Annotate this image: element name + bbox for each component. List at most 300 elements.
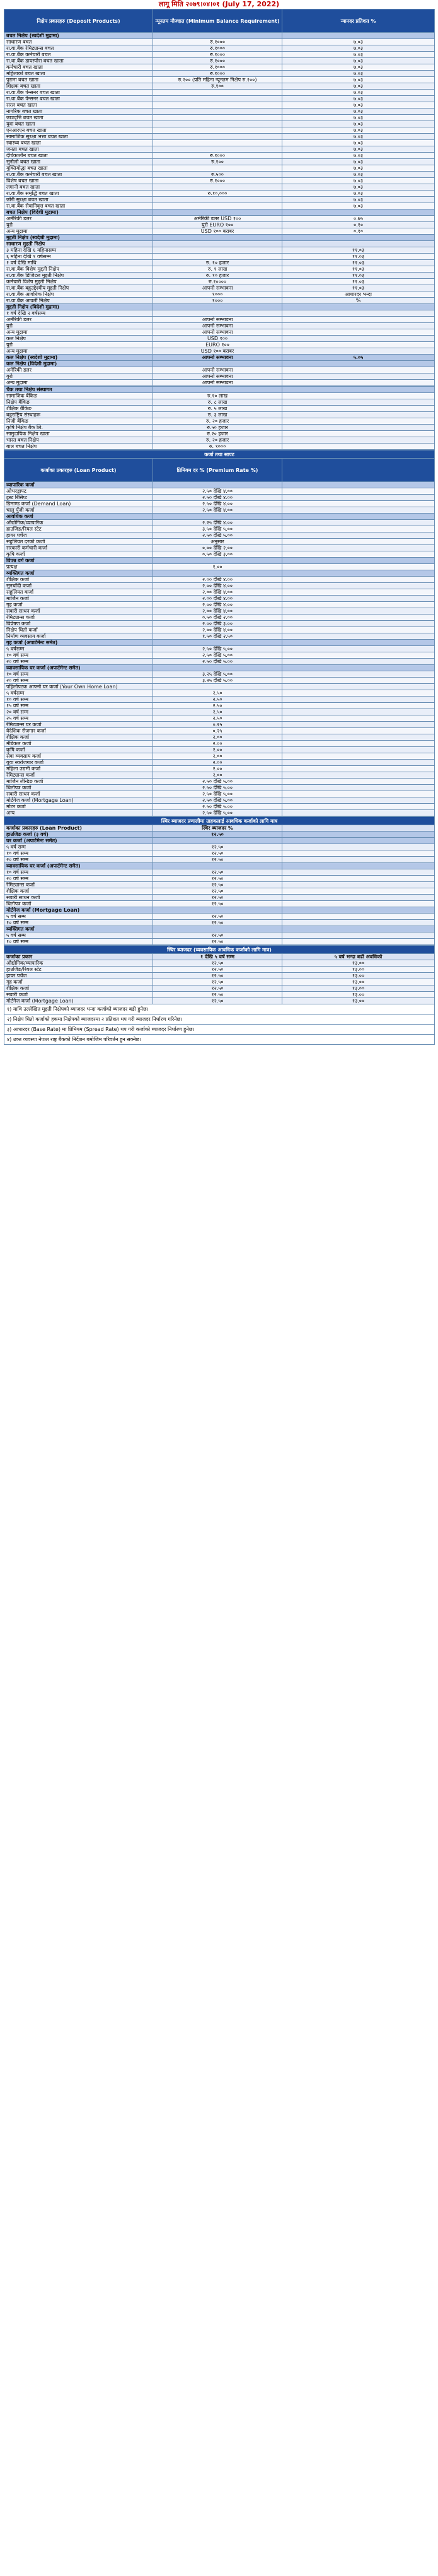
row-value: २.५० देखि ५.०० bbox=[153, 797, 282, 804]
row-rate: १३.०० bbox=[282, 979, 435, 985]
row-label: व्यावसायिक घर कर्जा (अपार्टमेन्ट समेत) bbox=[4, 863, 153, 869]
table-row bbox=[4, 159, 435, 165]
table-row bbox=[4, 621, 435, 627]
fixed-table-header bbox=[4, 825, 435, 832]
row-rate: ७.०३ bbox=[282, 165, 435, 172]
row-label: अमेरिकी डलर bbox=[4, 216, 153, 222]
row-value: २.०० देखि ४.०० bbox=[153, 596, 282, 602]
row-rate: ७.०३ bbox=[282, 134, 435, 140]
row-label: सहुलियत कर्जा bbox=[4, 589, 153, 596]
row-label: मेडिकल कर्जा bbox=[4, 741, 153, 747]
table-row bbox=[4, 134, 435, 140]
table-row bbox=[4, 785, 435, 791]
row-value bbox=[153, 684, 282, 690]
row-value: रु.१० लाख bbox=[153, 393, 282, 399]
section-row bbox=[4, 558, 435, 564]
table-row bbox=[4, 254, 435, 260]
row-value: २.५० देखि ५.०० bbox=[153, 646, 282, 652]
deposit-col-products: निक्षेप प्रकारहरु (Deposit Products) bbox=[4, 9, 153, 33]
row-rate: ०.१० bbox=[282, 228, 435, 235]
row-label: १० वर्ष सम्म bbox=[4, 697, 153, 703]
row-value: रु. १० हजार bbox=[153, 260, 282, 266]
table-row bbox=[4, 715, 435, 722]
row-rate: ७.०३ bbox=[282, 146, 435, 153]
row-value: ३.५० देखि ५.०० bbox=[153, 526, 282, 532]
row-value: २.०० bbox=[153, 741, 282, 747]
row-label: ५ वर्ष सम्म bbox=[4, 914, 153, 920]
table-row bbox=[4, 266, 435, 273]
row-label: बचत निक्षेप (स्वदेशी मुद्रामा) bbox=[4, 33, 153, 39]
table-row bbox=[4, 260, 435, 266]
rate-sheet bbox=[0, 0, 438, 1045]
note-row bbox=[4, 1025, 435, 1035]
row-rate bbox=[282, 715, 435, 722]
section-row bbox=[4, 665, 435, 671]
row-rate: ११.०३ bbox=[282, 260, 435, 266]
table-row bbox=[4, 336, 435, 342]
row-rate bbox=[282, 577, 435, 583]
row-rate: ७.०३ bbox=[282, 64, 435, 71]
row-label: हाउजिङ/रियल स्टेट bbox=[4, 967, 153, 973]
table-row bbox=[4, 608, 435, 615]
table-row bbox=[4, 551, 435, 558]
row-rate bbox=[282, 621, 435, 627]
row-label: पहिलोपटक आफ्नो घर कर्जा (Your Own Home Loan) bbox=[4, 684, 153, 690]
row-label: सवारी कर्जा bbox=[4, 992, 153, 998]
section-row bbox=[4, 235, 435, 241]
row-value bbox=[153, 570, 282, 577]
row-label: कल निक्षेप (विदेशी मुद्रामा) bbox=[4, 361, 153, 367]
row-value: रु.१००० bbox=[153, 178, 282, 184]
table-row bbox=[4, 960, 435, 967]
row-rate: ११.०३ bbox=[282, 285, 435, 291]
table-row bbox=[4, 914, 435, 920]
row-rate bbox=[282, 652, 435, 659]
row-value bbox=[153, 310, 282, 317]
section-row bbox=[4, 387, 435, 393]
row-label: सेवा व्यवसाय कर्जा bbox=[4, 753, 153, 760]
row-value: २.०० देखि ४.०० bbox=[153, 589, 282, 596]
row-rate bbox=[282, 418, 435, 425]
row-value: USD १०० bbox=[153, 336, 282, 342]
row-value: १००० bbox=[153, 291, 282, 298]
row-value: २.५० bbox=[153, 690, 282, 697]
row-value: १२.५० bbox=[153, 985, 282, 992]
row-value: ०.२५ bbox=[153, 722, 282, 728]
row-rate: ११.०३ bbox=[282, 247, 435, 254]
row-label: रा.वा.बैंक कर्मचारी बचत bbox=[4, 52, 153, 58]
row-rate bbox=[282, 317, 435, 323]
row-rate bbox=[282, 507, 435, 514]
table-row bbox=[4, 791, 435, 797]
row-rate: ७.०३ bbox=[282, 52, 435, 58]
row-rate bbox=[282, 209, 435, 216]
row-rate: ११.०३ bbox=[282, 273, 435, 279]
row-label: ५ वर्षसम्म bbox=[4, 646, 153, 652]
row-value: २.५० देखि ४.०० bbox=[153, 495, 282, 501]
row-value: २.०० bbox=[153, 734, 282, 741]
deposit-col-rate: न्यानदर प्रतिशत % bbox=[282, 9, 435, 33]
row-label: शैक्षिक कर्जा bbox=[4, 888, 153, 895]
row-rate: ०.७५ bbox=[282, 216, 435, 222]
row-label: मुक्तियोद्धा बचत खाता bbox=[4, 165, 153, 172]
table-row bbox=[4, 939, 435, 945]
row-rate bbox=[282, 564, 435, 570]
loan-col-premium: प्रिमियम दर % (Premium Rate %) bbox=[153, 459, 282, 482]
row-label: एनआरएन बचत खाता bbox=[4, 127, 153, 134]
table-row bbox=[4, 228, 435, 235]
fixed-table-body bbox=[4, 832, 435, 945]
row-label: सामुदायिक निक्षेप खाता bbox=[4, 431, 153, 437]
table-row bbox=[4, 90, 435, 96]
row-label: गृह कर्जा bbox=[4, 979, 153, 985]
row-value bbox=[153, 514, 282, 520]
row-rate bbox=[282, 235, 435, 241]
row-rate: ११.०३ bbox=[282, 279, 435, 285]
row-value: २.०० देखि ४.०० bbox=[153, 602, 282, 608]
row-rate bbox=[282, 589, 435, 596]
row-value: १२.५० bbox=[153, 960, 282, 967]
row-rate bbox=[282, 741, 435, 747]
row-label: रा.वा.बैंक पेन्सनर बचत खाता bbox=[4, 90, 153, 96]
fixed2-col-long: ५ वर्ष भन्दा बढी अवधिको bbox=[282, 954, 435, 960]
row-value bbox=[153, 33, 282, 39]
fixed-col-rate: स्थिर ब्याजदर % bbox=[153, 825, 282, 832]
row-value: २.५० देखि ४.०० bbox=[153, 501, 282, 507]
row-rate bbox=[282, 33, 435, 39]
row-rate bbox=[282, 914, 435, 920]
row-rate: ७.०३ bbox=[282, 191, 435, 197]
row-label: सवारी साधन कर्जा bbox=[4, 608, 153, 615]
fixed2-divider bbox=[4, 946, 435, 954]
table-row bbox=[4, 291, 435, 298]
table-row bbox=[4, 545, 435, 551]
row-label: कल निक्षेप (स्वदेशी मुद्रामा) bbox=[4, 355, 153, 361]
row-value bbox=[153, 102, 282, 109]
row-label: १० वर्ष सम्म bbox=[4, 920, 153, 926]
row-rate: ७.०३ bbox=[282, 153, 435, 159]
row-label: १० वर्ष सम्म bbox=[4, 869, 153, 876]
row-value: २.५० देखि ५.०० bbox=[153, 659, 282, 665]
row-label: रा.वा.बैंक बहुउद्देश्यीय मुद्दती निक्षेप bbox=[4, 285, 153, 291]
row-value: ३.२५ देखि ५.०० bbox=[153, 678, 282, 684]
row-label: धितोपत्र कर्जा bbox=[4, 901, 153, 907]
row-label: रा.वा.बैंक समृद्धि बचत खाता bbox=[4, 191, 153, 197]
row-label: ५ वर्ष सम्म bbox=[4, 844, 153, 850]
table-row bbox=[4, 393, 435, 399]
table-row bbox=[4, 222, 435, 228]
row-rate bbox=[282, 532, 435, 539]
row-rate bbox=[282, 304, 435, 310]
row-rate: ७.०३ bbox=[282, 39, 435, 45]
row-rate bbox=[282, 760, 435, 766]
row-value: २.२५ देखि ४.०० bbox=[153, 520, 282, 526]
row-value: रु. १००० bbox=[153, 444, 282, 450]
table-row bbox=[4, 298, 435, 304]
row-rate bbox=[282, 348, 435, 355]
row-label: निक्षेप धितो कर्जा bbox=[4, 627, 153, 633]
deposit-table-body bbox=[4, 33, 435, 386]
row-rate bbox=[282, 640, 435, 646]
table-row bbox=[4, 932, 435, 939]
row-value: २.०० देखि ४.०० bbox=[153, 583, 282, 589]
row-value bbox=[153, 482, 282, 488]
row-value: १२.५० bbox=[153, 939, 282, 945]
row-value: रु.२० हजार bbox=[153, 431, 282, 437]
row-rate bbox=[282, 495, 435, 501]
row-value: ०.२५ bbox=[153, 728, 282, 734]
table-row bbox=[4, 184, 435, 191]
loan-divider-label: कर्जा तथा सापट bbox=[4, 450, 435, 459]
table-row bbox=[4, 671, 435, 678]
row-value: आफ्नो सम्भावना bbox=[153, 285, 282, 291]
row-rate: ७.०३ bbox=[282, 121, 435, 127]
section-row bbox=[4, 832, 435, 838]
row-rate bbox=[282, 551, 435, 558]
row-value: २.५० देखि ४.०० bbox=[153, 488, 282, 495]
row-label: अमेरिकी डलर bbox=[4, 367, 153, 373]
row-value bbox=[153, 665, 282, 671]
row-label: स्वास्थ्य बचत खाता bbox=[4, 140, 153, 146]
row-label: मार्जिन लेन्डिङ कर्जा bbox=[4, 779, 153, 785]
row-label: साधारण बचत bbox=[4, 39, 153, 45]
deposit-table bbox=[4, 9, 435, 386]
table-row bbox=[4, 279, 435, 285]
row-value: रु. ५ लाख bbox=[153, 406, 282, 412]
row-label: मुद्दती निक्षेप (स्वदेशी मुद्रामा) bbox=[4, 235, 153, 241]
section-row bbox=[4, 514, 435, 520]
row-value bbox=[153, 558, 282, 564]
row-value: १२.५० bbox=[153, 850, 282, 857]
row-rate bbox=[282, 876, 435, 882]
table-row bbox=[4, 348, 435, 355]
row-rate bbox=[282, 501, 435, 507]
institutional-table bbox=[4, 386, 435, 450]
table-row bbox=[4, 722, 435, 728]
row-rate: १३.०० bbox=[282, 992, 435, 998]
row-rate bbox=[282, 697, 435, 703]
row-rate bbox=[282, 633, 435, 640]
row-label: धितोपत्र कर्जा bbox=[4, 785, 153, 791]
row-label: विशेष बचत खाता bbox=[4, 178, 153, 184]
row-label: महिलाको बचत खाता bbox=[4, 71, 153, 77]
row-rate bbox=[282, 373, 435, 380]
table-row bbox=[4, 329, 435, 336]
row-label: शैक्षिक बैंकिङ bbox=[4, 406, 153, 412]
row-label: साधारण मुद्दती निक्षेप bbox=[4, 241, 153, 247]
row-rate: ७.०३ bbox=[282, 58, 435, 64]
row-value bbox=[153, 361, 282, 367]
row-value: १२.५० bbox=[153, 998, 282, 1004]
table-row bbox=[4, 273, 435, 279]
row-rate bbox=[282, 678, 435, 684]
row-label: रेमिट्यान्स कर्जा bbox=[4, 772, 153, 779]
table-row bbox=[4, 418, 435, 425]
row-rate: १३.०० bbox=[282, 998, 435, 1004]
table-row bbox=[4, 495, 435, 501]
section-row bbox=[4, 355, 435, 361]
row-label: ५ वर्षसम्म bbox=[4, 690, 153, 697]
row-value: २.५० देखि ५.०० bbox=[153, 652, 282, 659]
row-rate bbox=[282, 863, 435, 869]
table-row bbox=[4, 753, 435, 760]
row-rate bbox=[282, 804, 435, 810]
row-rate bbox=[282, 920, 435, 926]
row-label: आवधिक कर्जा bbox=[4, 514, 153, 520]
row-label: १० वर्ष सम्म bbox=[4, 652, 153, 659]
row-value: २.५० देखि ५.०० bbox=[153, 532, 282, 539]
row-value: रु.१००० bbox=[153, 45, 282, 52]
row-label: सवारी साधन कर्जा bbox=[4, 895, 153, 901]
row-value: ३.२५ देखि ५.०० bbox=[153, 671, 282, 678]
table-row bbox=[4, 888, 435, 895]
row-value: अमेरिकी डलर USD १०० bbox=[153, 216, 282, 222]
row-rate bbox=[282, 393, 435, 399]
row-label: ट्रस्ट रिसिप्ट bbox=[4, 495, 153, 501]
fixed2-col-short: १ देखि ५ वर्ष सम्म bbox=[153, 954, 282, 960]
row-label: औद्योगिक/व्यापारिक bbox=[4, 960, 153, 967]
row-rate bbox=[282, 665, 435, 671]
table-row bbox=[4, 317, 435, 323]
row-rate bbox=[282, 791, 435, 797]
row-label: रा.वा.बैंक विशेष मुद्दती निक्षेप bbox=[4, 266, 153, 273]
row-rate: ५.०५ bbox=[282, 355, 435, 361]
section-row bbox=[4, 863, 435, 869]
row-rate bbox=[282, 888, 435, 895]
row-value: रु. १० हजार bbox=[153, 273, 282, 279]
row-value: १२.५० bbox=[153, 967, 282, 973]
row-label: अन्य मुद्रामा bbox=[4, 329, 153, 336]
section-row bbox=[4, 241, 435, 247]
table-row bbox=[4, 844, 435, 850]
table-row bbox=[4, 589, 435, 596]
row-label: युरो bbox=[4, 323, 153, 329]
table-row bbox=[4, 979, 435, 985]
table-row bbox=[4, 247, 435, 254]
fixed-rate-business-table bbox=[4, 945, 435, 1045]
row-label: सामाजिक बैंकिङ bbox=[4, 393, 153, 399]
section-row bbox=[4, 640, 435, 646]
row-value: आफ्नो सम्भावना bbox=[153, 355, 282, 361]
row-value: रु.१००० bbox=[153, 39, 282, 45]
table-row bbox=[4, 741, 435, 747]
table-row bbox=[4, 109, 435, 115]
row-value bbox=[153, 121, 282, 127]
row-label: २० वर्ष सम्म bbox=[4, 857, 153, 863]
row-value: आफ्नो सम्भावना bbox=[153, 329, 282, 336]
table-row bbox=[4, 633, 435, 640]
row-rate bbox=[282, 558, 435, 564]
row-value: आफ्नो सम्भावना bbox=[153, 380, 282, 386]
row-rate: ७.०३ bbox=[282, 83, 435, 90]
note-text: १) माथि उल्लेखित मुद्दती निक्षेपको ब्याजदर भन्दा कर्जाको ब्याजदर बढी हुनेछ। bbox=[4, 1004, 435, 1015]
row-label: बाल बचत निक्षेप bbox=[4, 444, 153, 450]
row-rate bbox=[282, 444, 435, 450]
table-row bbox=[4, 197, 435, 203]
row-value bbox=[153, 241, 282, 247]
row-value bbox=[153, 184, 282, 191]
row-label: हायर पर्चेज bbox=[4, 532, 153, 539]
row-label: सहुलियत दरको कर्जा bbox=[4, 539, 153, 545]
row-rate bbox=[282, 832, 435, 838]
table-row bbox=[4, 52, 435, 58]
table-row bbox=[4, 488, 435, 495]
row-label: सामाजिक सुरक्षा भत्ता बचत खाता bbox=[4, 134, 153, 140]
row-value: रु.१०० bbox=[153, 83, 282, 90]
row-rate: ७.०३ bbox=[282, 115, 435, 121]
table-row bbox=[4, 760, 435, 766]
row-value bbox=[153, 304, 282, 310]
row-value: २.५० देखि ५.०० bbox=[153, 785, 282, 791]
row-value: रु.१००० bbox=[153, 64, 282, 71]
institutional-table-body bbox=[4, 387, 435, 450]
row-value: २.०० bbox=[153, 766, 282, 772]
table-row bbox=[4, 539, 435, 545]
row-rate bbox=[282, 437, 435, 444]
row-label: गृह कर्जा (अपार्टमेन्ट समेत) bbox=[4, 640, 153, 646]
row-rate bbox=[282, 329, 435, 336]
row-value: २.५० देखि ५.०० bbox=[153, 810, 282, 816]
row-rate bbox=[282, 526, 435, 532]
row-rate bbox=[282, 367, 435, 373]
row-label: रा.वा.बैंक पेन्सनर बचत खाता bbox=[4, 96, 153, 102]
table-row bbox=[4, 728, 435, 734]
row-label: हाउजिङ कर्जा (३ वर्ष) bbox=[4, 832, 153, 838]
fixed-divider bbox=[4, 817, 435, 825]
row-value bbox=[153, 926, 282, 932]
table-row bbox=[4, 810, 435, 816]
fixed2-divider-label: स्थिर ब्याजदर (व्यवसायिक आवधिक कर्जाको लागि मात्र) bbox=[4, 946, 435, 954]
row-rate bbox=[282, 380, 435, 386]
effective-date-title: लागू मिति २०७९।०४।०१ (July 17, 2022) bbox=[158, 0, 280, 8]
row-value: आफ्नो सम्भावना bbox=[153, 373, 282, 380]
loan-table-header bbox=[4, 459, 435, 482]
row-rate bbox=[282, 690, 435, 697]
row-value: रु.५०० bbox=[153, 172, 282, 178]
row-rate: ७.०३ bbox=[282, 178, 435, 184]
table-row bbox=[4, 967, 435, 973]
row-rate bbox=[282, 779, 435, 785]
row-rate bbox=[282, 387, 435, 393]
row-rate bbox=[282, 850, 435, 857]
row-label: रा.वा.बैंक डिजिटल मुद्दती निक्षेप bbox=[4, 273, 153, 279]
row-rate bbox=[282, 869, 435, 876]
deposit-col-min-balance: न्यूनतम मौज्दात (Minimum Balance Requirement) bbox=[153, 9, 282, 33]
table-row bbox=[4, 920, 435, 926]
row-label: व्यावसायिक घर कर्जा (अपार्टमेन्ट समेत) bbox=[4, 665, 153, 671]
row-label: २५ वर्ष सम्म bbox=[4, 715, 153, 722]
table-row bbox=[4, 684, 435, 690]
row-value: २.५० bbox=[153, 703, 282, 709]
row-value: १२.५० bbox=[153, 876, 282, 882]
row-rate: १३.०० bbox=[282, 973, 435, 979]
row-rate bbox=[282, 488, 435, 495]
row-value: १२.५० bbox=[153, 920, 282, 926]
section-row bbox=[4, 304, 435, 310]
row-rate bbox=[282, 596, 435, 602]
row-rate: ७.०३ bbox=[282, 184, 435, 191]
row-rate bbox=[282, 722, 435, 728]
row-rate bbox=[282, 703, 435, 709]
fixed2-col-products: कर्जाका प्रकार bbox=[4, 954, 153, 960]
loan-divider bbox=[4, 450, 435, 459]
row-value: १००० bbox=[153, 298, 282, 304]
table-row bbox=[4, 96, 435, 102]
table-row bbox=[4, 678, 435, 684]
row-label: अन्य मुद्रामा bbox=[4, 228, 153, 235]
row-label: सरकारी कर्मचारी कर्जा bbox=[4, 545, 153, 551]
row-label: पुराना बचत खाता bbox=[4, 77, 153, 83]
